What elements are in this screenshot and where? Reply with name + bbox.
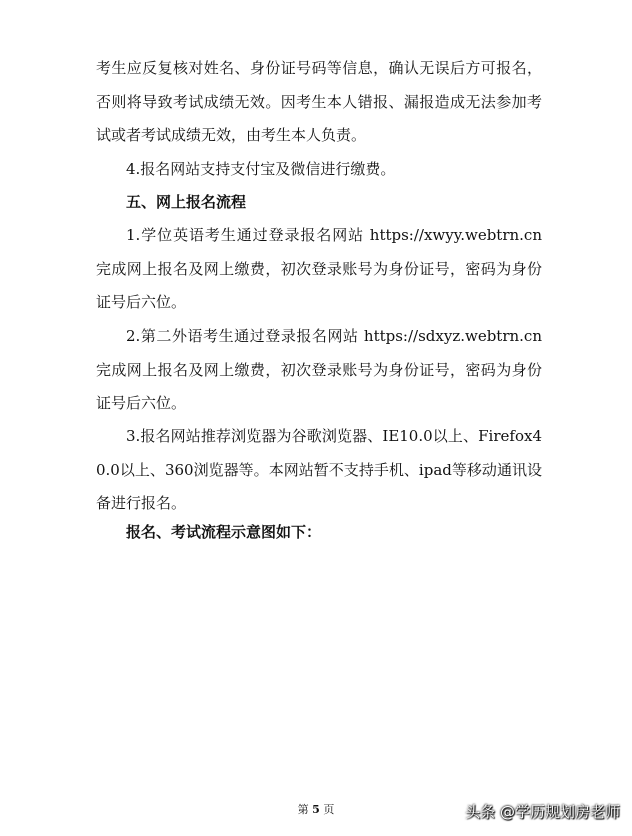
paragraph-second-language: 2.第二外语考生通过登录报名网站 https://sdxyz.webtrn.cn 完成网上报名及网上缴费，初次登录账号为身份证号，密码为身份证号后六位。 bbox=[96, 327, 542, 412]
paragraph-payment: 4.报名网站支持支付宝及微信进行缴费。 bbox=[126, 160, 396, 178]
watermark-text: 头条 @学历规划房老师 bbox=[465, 803, 620, 821]
paragraph-browser: 3.报名网站推荐浏览器为谷歌浏览器、IE10.0以上、Firefox40.0以上、360浏览器等。本网站暂不支持手机、ipad等移动通讯设备进行报名。 bbox=[96, 427, 542, 512]
page-number: 5 bbox=[312, 803, 320, 816]
paragraph-degree-english: 1.学位英语考生通过登录报名网站 https://xwyy.webtrn.cn 完成网上报名及网上缴费，初次登录账号为身份证号，密码为身份证号后六位。 bbox=[96, 226, 542, 311]
footer-prefix: 第 bbox=[297, 803, 309, 816]
paragraph-verification: 考生应反复核对姓名、身份证号码等信息，确认无误后方可报名，否则将导致考试成绩无效。因考生本人错报、漏报造成无法参加考试或者考试成绩无效，由考生本人负责。 bbox=[96, 59, 542, 144]
section-heading-online-registration: 五、网上报名流程 bbox=[126, 193, 247, 211]
flowchart-caption: 报名、考试流程示意图如下： bbox=[126, 523, 322, 541]
footer-suffix: 页 bbox=[323, 803, 335, 816]
